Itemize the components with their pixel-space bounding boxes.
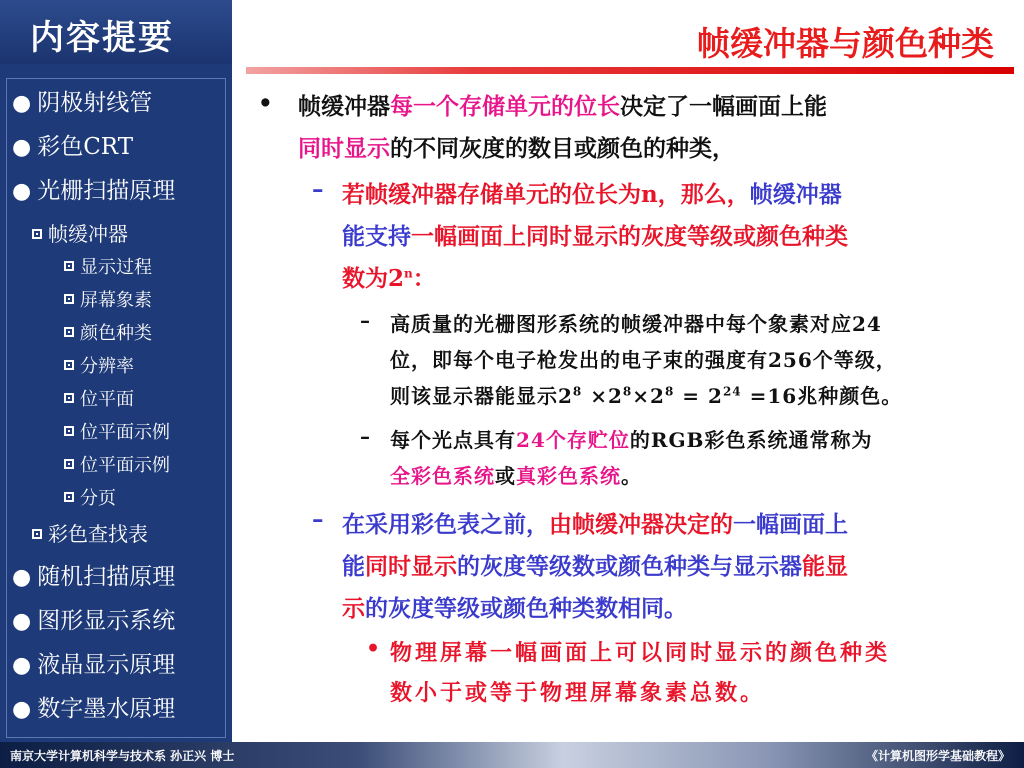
square-bullet-icon [32, 229, 42, 239]
sidebar-title-text: 内容提要 [30, 18, 174, 58]
paragraph-5-line-1 [342, 506, 848, 539]
text-run: 能支持 [342, 223, 411, 250]
nav-subsubitem[interactable] [64, 385, 134, 411]
bullet-marker: • [258, 90, 273, 117]
text-run: 帧缓冲器 [298, 93, 390, 120]
text-run: 或 [495, 464, 516, 488]
text-run: 。 [621, 464, 642, 488]
sidebar [0, 0, 232, 742]
text-run-emphasis: 同时显示 [298, 135, 390, 162]
text-run-emphasis: 全彩色系统 [390, 464, 495, 488]
slide-title: 帧缓冲器与颜色种类 [697, 24, 994, 63]
dash-marker: – [312, 506, 324, 533]
nav-item[interactable] [12, 558, 175, 591]
square-bullet-icon [64, 426, 74, 436]
text-run: 每个光点具有 [390, 428, 516, 452]
text-run: =16兆种颜色。 [741, 384, 903, 408]
nav-item[interactable] [12, 172, 175, 205]
paragraph-3-line-3 [390, 380, 902, 409]
nav-item-label: 图形显示系统 [37, 608, 176, 634]
text-run: 在采用彩色表之前， [342, 511, 549, 538]
text-run: ×2 [632, 384, 665, 408]
text-run-emphasis: 24个存贮位 [516, 428, 630, 452]
nav-subsubitem-label: 颜色种类 [80, 323, 152, 344]
footer-bar [0, 742, 1024, 768]
text-run-emphasis: ： [412, 265, 436, 292]
paragraph-6-line-2: 数小于或等于物理屏幕象素总数。 [390, 680, 766, 706]
text-run: = 2 [674, 384, 723, 408]
dash-marker: – [360, 424, 371, 448]
paragraph-5-line-3 [342, 590, 687, 623]
nav-item[interactable] [12, 690, 175, 723]
dash-marker: – [312, 176, 324, 203]
nav-subsubitem-label: 屏幕象素 [80, 290, 152, 311]
bullet-icon: ● [12, 697, 32, 722]
bullet-icon: ● [12, 653, 32, 678]
nav-item[interactable] [12, 602, 175, 635]
square-bullet-icon [64, 360, 74, 370]
superscript: 24 [722, 384, 742, 399]
text-run: ×2 [582, 384, 623, 408]
superscript: 8 [572, 384, 583, 399]
paragraph-1-line-2 [298, 130, 735, 163]
text-run-emphasis: 数为 [342, 265, 388, 292]
text-run-emphasis: 由帧缓冲器决定的 [549, 511, 733, 538]
text-run-emphasis: 能显 [802, 553, 848, 580]
nav-item-label: 光栅扫描原理 [37, 178, 176, 204]
nav-item[interactable] [12, 128, 133, 161]
square-bullet-icon [64, 393, 74, 403]
nav-subitem-framebuffer[interactable] [32, 218, 128, 247]
text-run: 的不同灰度的数目或颜色的种类， [390, 135, 735, 162]
text-run-emphasis: 同时显示 [365, 553, 457, 580]
nav-subsubitem[interactable] [64, 319, 152, 345]
superscript: 8 [622, 384, 633, 399]
paragraph-6-line-1: 物理屏幕一幅画面上可以同时显示的颜色种类 [390, 640, 891, 666]
text-run-emphasis: 真彩色系统 [516, 464, 621, 488]
text-run: 的灰度等级数或颜色种类与显示器 [457, 553, 802, 580]
nav-item-label: 随机扫描原理 [37, 564, 176, 590]
bullet-icon: ● [12, 179, 32, 204]
paragraph-2-line-1 [342, 176, 842, 209]
nav-subitem-color-lut[interactable] [32, 518, 148, 547]
footer-author: 南京大学计算机科学与技术系 孙正兴 博士 [10, 749, 235, 763]
text-run: 则该显示器能显示2 [390, 384, 573, 408]
paragraph-4-line-2 [390, 460, 642, 489]
paragraph-3-line-1: 高质量的光栅图形系统的帧缓冲器中每个象素对应24 [390, 312, 882, 336]
text-run: 帧缓冲器 [749, 181, 842, 208]
bullet-icon: ● [12, 135, 32, 160]
title-underline-bar [246, 67, 1014, 74]
text-run-emphasis: 若帧缓冲器存储单元的位长为 [342, 181, 641, 208]
footer-book-title: 《计算机图形学基础教程》 [865, 749, 1010, 763]
bullet-icon: ● [12, 91, 32, 116]
nav-subsubitem[interactable] [64, 286, 152, 312]
square-bullet-icon [64, 459, 74, 469]
bullet-marker: • [366, 636, 384, 662]
text-run: 的RGB彩色系统通常称为 [629, 428, 873, 452]
superscript: n [404, 266, 413, 281]
text-run: 一幅画面上 [733, 511, 848, 538]
nav-subsubitem-label: 显示过程 [80, 257, 152, 278]
text-run-emphasis: 一幅画面上同时显示的灰度等级或颜色种类 [411, 223, 848, 250]
text-run: 决定了一幅画面上能 [620, 93, 827, 120]
text-run-emphasis: n，那么， [641, 181, 750, 208]
paragraph-5-line-2 [342, 548, 848, 581]
nav-subitem-label: 彩色查找表 [48, 522, 148, 546]
text-run: 的灰度等级或颜色种类数相同。 [365, 595, 687, 622]
nav-subsubitem[interactable] [64, 484, 116, 510]
nav-item-label: 彩色CRT [37, 134, 134, 160]
text-run-emphasis: 每一个存储单元的位长 [390, 93, 620, 120]
bullet-icon: ● [12, 609, 32, 634]
square-bullet-icon [64, 492, 74, 502]
nav-subitem-label: 帧缓冲器 [48, 222, 128, 246]
square-bullet-icon [64, 327, 74, 337]
paragraph-2-line-2 [342, 218, 848, 251]
nav-subsubitem[interactable] [64, 418, 170, 444]
square-bullet-icon [64, 261, 74, 271]
paragraph-3-line-2: 位，即每个电子枪发出的电子束的强度有256个等级， [390, 348, 897, 372]
nav-item-label: 数字墨水原理 [37, 696, 176, 722]
nav-item[interactable] [12, 84, 152, 117]
dash-marker: – [360, 308, 371, 332]
sidebar-title [0, 0, 232, 64]
text-run-emphasis: 示 [342, 595, 365, 622]
nav-item-label: 阴极射线管 [37, 90, 153, 116]
paragraph-2-line-3 [342, 260, 436, 293]
nav-subsubitem[interactable] [64, 253, 152, 279]
nav-subsubitem-label: 分辨率 [80, 356, 134, 377]
text-run-emphasis: 2 [388, 265, 405, 292]
square-bullet-icon [64, 294, 74, 304]
nav-subsubitem-label: 分页 [80, 488, 116, 509]
superscript: 8 [664, 384, 675, 399]
nav-item[interactable] [12, 646, 175, 679]
text-run: 能 [342, 553, 365, 580]
nav-subsubitem[interactable] [64, 352, 134, 378]
nav-subsubitem-label: 位平面 [80, 389, 134, 410]
nav-subsubitem-label: 位平面示例 [80, 422, 170, 443]
square-bullet-icon [32, 529, 42, 539]
nav-subsubitem[interactable] [64, 451, 170, 477]
paragraph-4-line-1 [390, 424, 872, 453]
bullet-icon: ● [12, 565, 32, 590]
nav-item-label: 液晶显示原理 [37, 652, 176, 678]
nav-subsubitem-label: 位平面示例 [80, 455, 170, 476]
paragraph-1-line-1 [298, 88, 827, 121]
